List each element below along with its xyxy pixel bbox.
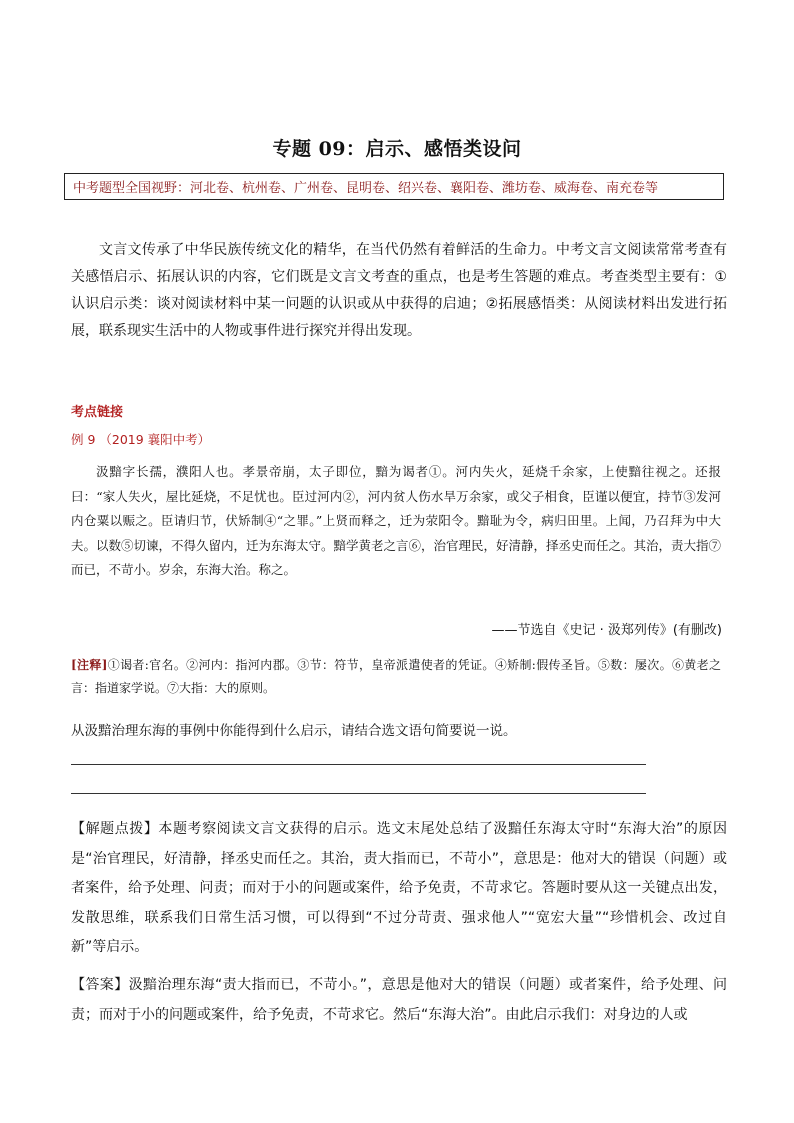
- intro-paragraph: 文言文传承了中华民族传统文化的精华，在当代仍然有着鲜活的生命力。中考文言文阅读常常考查有关感悟启示、拓展认识的内容，它们既是文言文考查的重点，也是考生答题的难点。考查类型主要有：①认识启示类：谈对阅读材料中某一问题的认识或从中获得的启迪；②拓展感悟类：从阅读材料出发进行拓展，联系现实生活中的人物或事件进行探究并得出发现。: [71, 242, 727, 339]
- answer-blank-line: [71, 793, 646, 794]
- annotations: [71, 654, 721, 700]
- annotations-label: [注释]: [71, 658, 108, 672]
- answer-blank-line: [71, 764, 646, 765]
- passage-source: ——节选自《史记 · 汲郑列传》(有删改): [491, 623, 722, 638]
- analysis-paragraph: 【解题点拨】本题考察阅读文言文获得的启示。选文末尾处总结了汲黯任东海太守时“东海大治”的原因是“治官理民，好清静，择丞史而任之。其治，责大指而已，不苛小”，意思是：他对大的错误（问题）或者案件，给予处理、问责；而对于小的问题或案件，给予免责，不苛求它。答题时要从这一关键点出发，发散思维，联系我们日常生活习惯，可以得到“不过分苛责、强求他人”“宽宏大量”“珍惜机会、改过自新”等启示。: [71, 821, 727, 955]
- page-title: 专题 09：启示、感悟类设问: [272, 138, 522, 160]
- annotations-text: ①谒者:官名。②河内：指河内郡。③节：符节，皇帝派遣使者的凭证。④矫制:假传圣旨。⑤数：屡次。⑥黄老之言：指道家学说。⑦大指：大的原则。: [71, 658, 721, 695]
- question-text: 从汲黯治理东海的事例中你能得到什么启示，请结合选文语句简要说一说。: [71, 723, 517, 739]
- exam-scope-box: 中考题型全国视野：河北卷、杭州卷、广州卷、昆明卷、绍兴卷、襄阳卷、潍坊卷、威海卷、南充卷等: [64, 173, 724, 200]
- classical-passage: 汲黯字长孺，濮阳人也。孝景帝崩，太子即位，黯为谒者①。河内失火，延烧千余家，上使黯往视之。还报曰：“家人失火，屋比延烧，不足忧也。臣过河内②，河内贫人伤水旱万余家，或父子相食，臣谨以便宜，持节③发河内仓粟以赈之。臣请归节，伏矫制④“之罪。”上贤而释之，迁为荥阳令。黯耻为令，病归田里。上闻，乃召拜为中大夫。以数⑤切谏，不得久留内，迁为东海太守。黯学黄老之言⑥，治官理民，好清静，择丞史而任之。其治，责大指⑦而已，不苛小。岁余，东海大治。称之。: [71, 464, 722, 577]
- example-label: 例 9 （2019 襄阳中考）: [71, 432, 211, 447]
- section-heading: 考点链接: [71, 405, 124, 420]
- answer-paragraph: 【答案】汲黯治理东海“责大指而已，不苛小。”，意思是他对大的错误（问题）或者案件，给予处理、问责；而对于小的问题或案件，给予免责，不苛求它。然后“东海大治”。由此启示我们：对身边的人或: [71, 977, 727, 1023]
